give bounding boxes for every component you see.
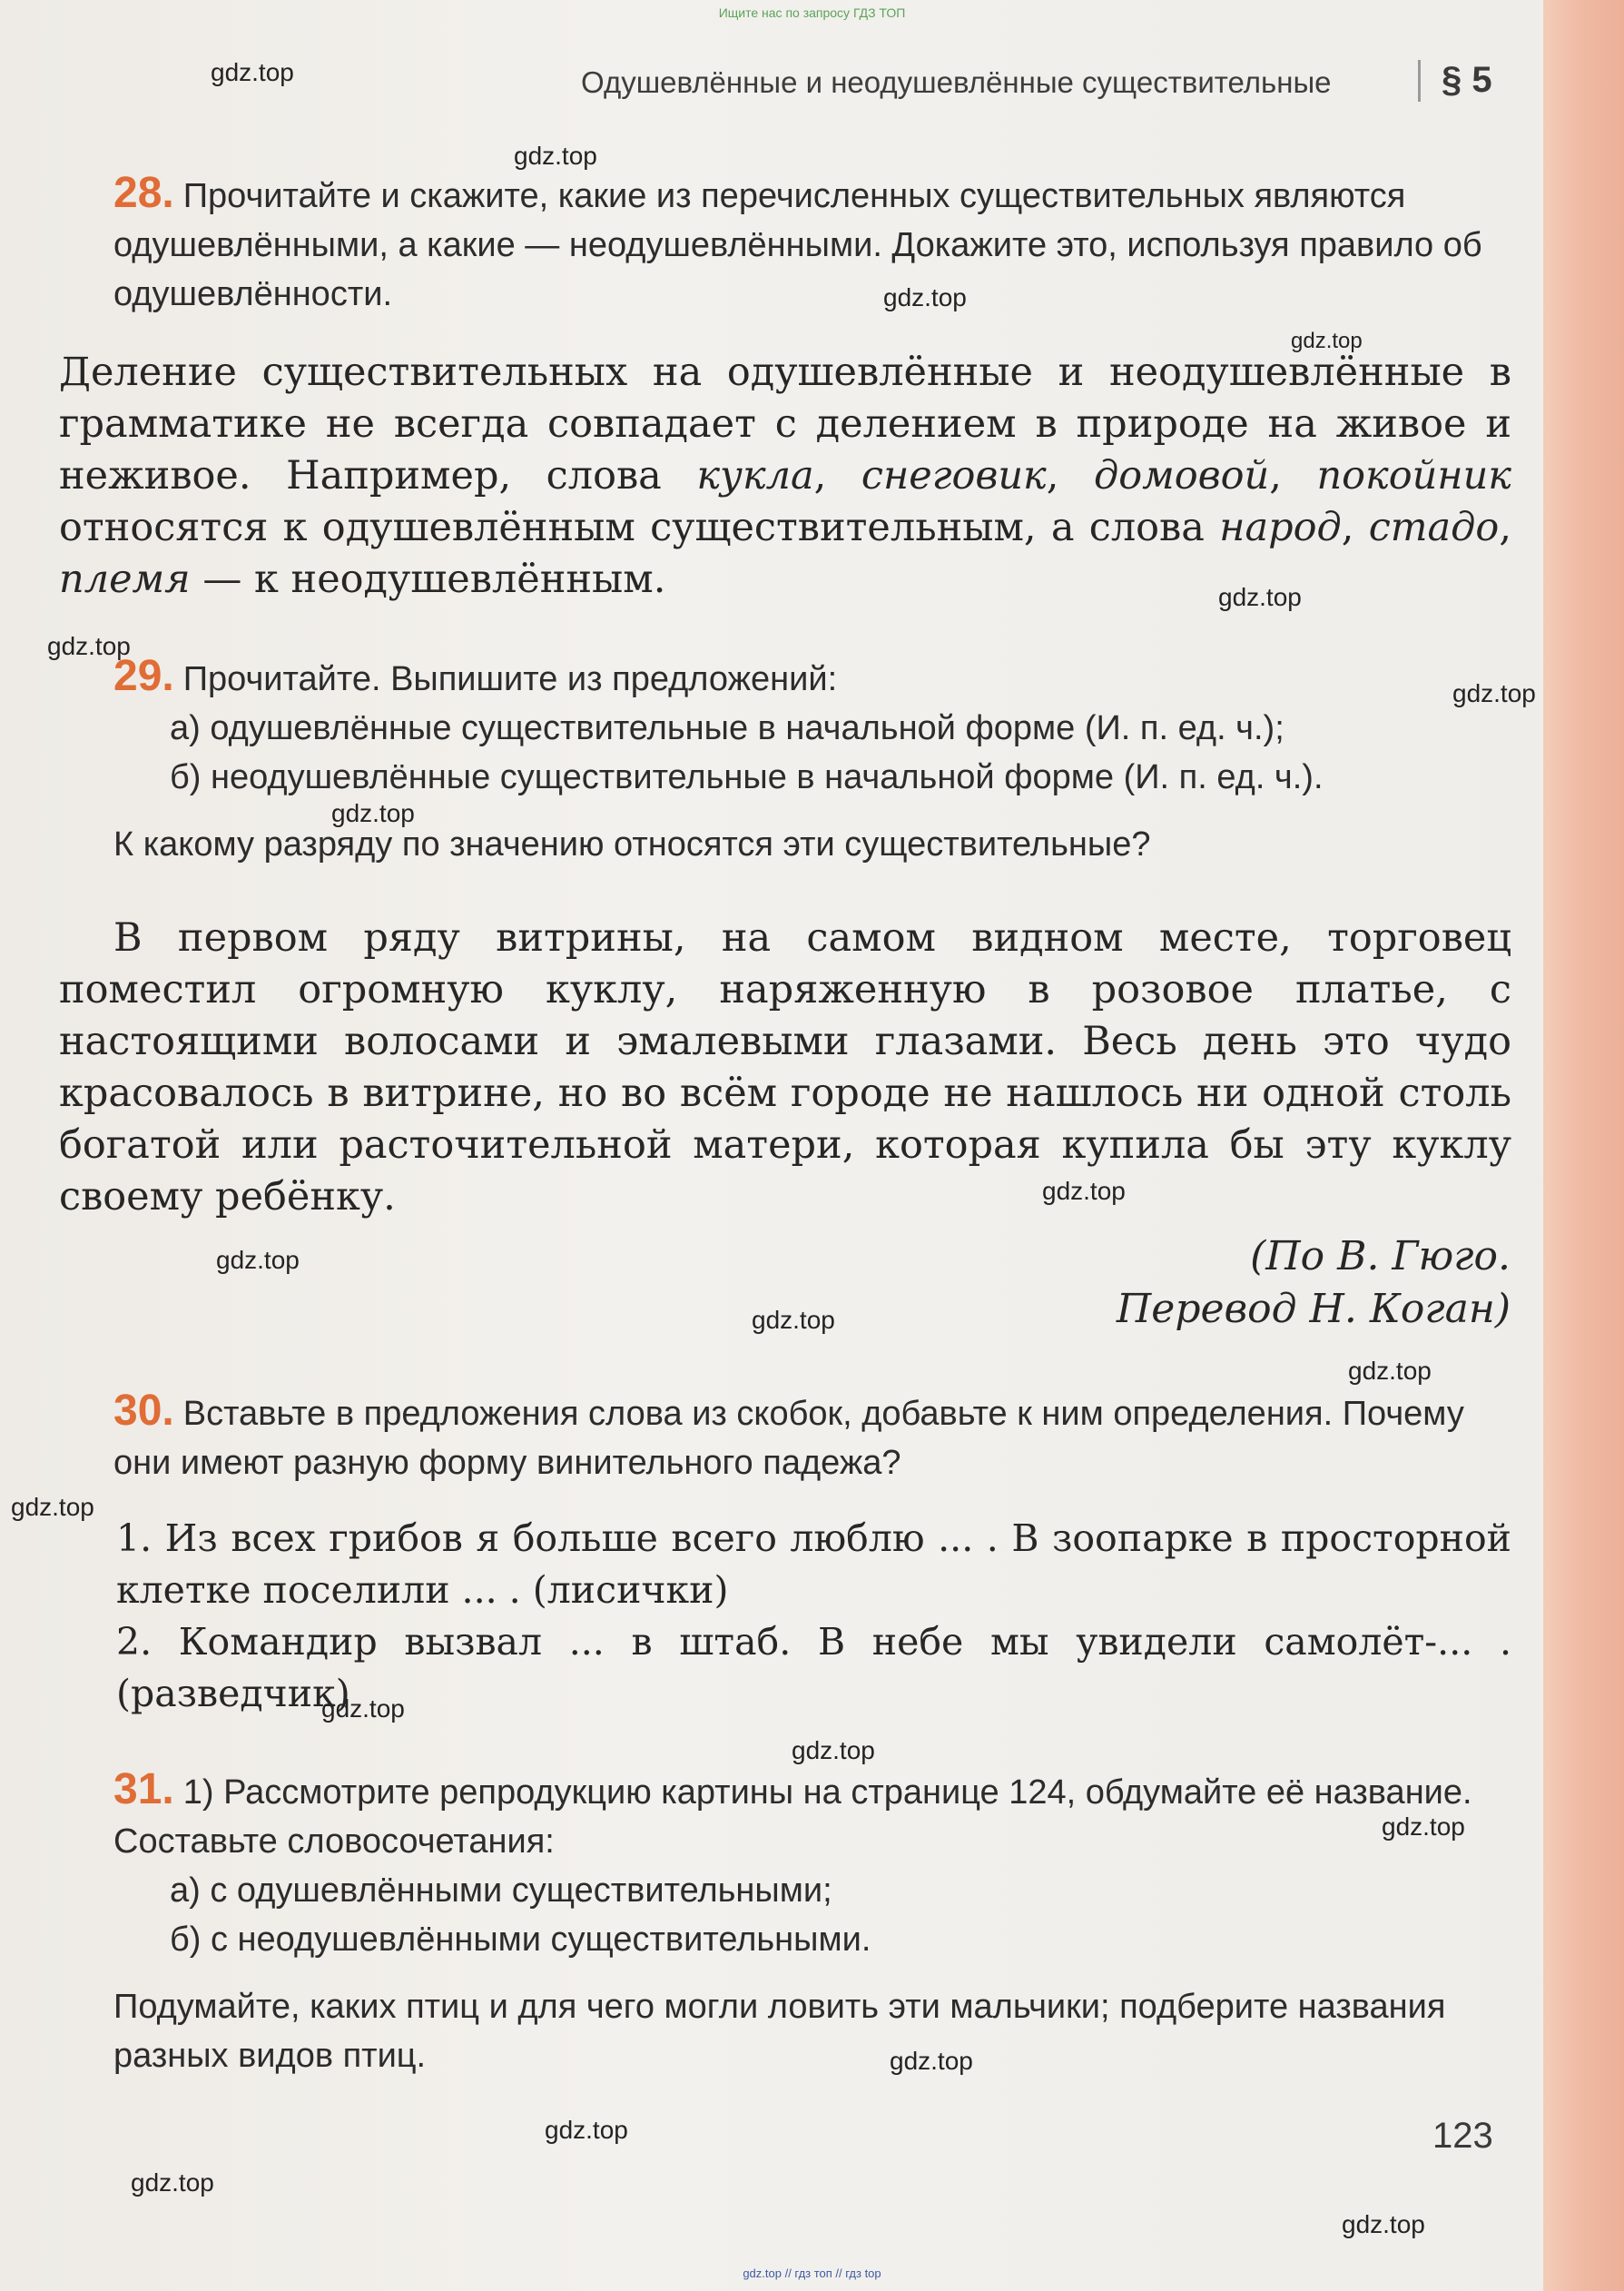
watermark: gdz.top — [514, 142, 597, 170]
watermark: gdz.top — [47, 632, 131, 660]
watermark: gdz.top — [1291, 329, 1363, 353]
exercise-29 — [113, 652, 1511, 869]
exercise-30 — [113, 1387, 1511, 1487]
example-word: кукла — [696, 453, 814, 499]
example-word: племя — [59, 557, 191, 602]
top-note[interactable]: Ищите нас по запросу ГДЗ ТОП — [718, 5, 906, 20]
rule-text: относятся к одушевлённым существительным, а слова — [59, 505, 1220, 550]
rule-text: Деление существительных на одушевлённые и неодушевлённые в грамматике не всегда совпадает с делением в природе на живое и неживое. Например, слова — [59, 350, 1511, 499]
exercise-number: 30. — [113, 1387, 174, 1435]
header-title: Одушевлённые и неодушевлённые существительные — [581, 65, 1332, 99]
watermark: gdz.top — [211, 58, 294, 86]
subtask-a: а) с одушевлёнными существительными; — [170, 1871, 832, 1910]
watermark: gdz.top — [1218, 583, 1302, 611]
watermark: gdz.top — [545, 2116, 628, 2144]
rule-comma: , — [1046, 453, 1094, 499]
watermark: gdz.top — [1042, 1177, 1126, 1205]
watermark: gdz.top — [792, 1736, 875, 1764]
subtask-a: а) одушевлённые существительные в начальной форме (И. п. ед. ч.); — [170, 709, 1284, 747]
example-word: народ — [1219, 505, 1342, 550]
watermark: gdz.top — [890, 2047, 973, 2075]
sentence-1: 1. Из всех грибов я больше всего люблю ... . В зоопарке в просторной клетке поселили ... . (лисички) — [116, 1516, 1511, 1612]
watermark: gdz.top — [331, 799, 415, 827]
rule-text: — к неодушевлённым. — [190, 557, 666, 602]
exercise-intro — [113, 652, 1511, 704]
watermark: gdz.top — [883, 283, 967, 311]
header-divider — [1418, 60, 1421, 102]
watermark: gdz.top — [321, 1694, 405, 1723]
watermark: gdz.top — [1452, 679, 1536, 707]
watermark: gdz.top — [1348, 1357, 1432, 1385]
paragraph-number: § 5 — [1442, 60, 1492, 100]
rule-comma: , — [1341, 505, 1369, 550]
rule-comma: , — [813, 453, 861, 499]
passage-attribution — [1117, 1230, 1511, 1336]
exercise-text: Прочитайте. Выпишите из предложений: — [182, 660, 838, 698]
rule-block — [59, 347, 1511, 606]
example-word: снеговик — [861, 453, 1047, 499]
sentence-2: 2. Командир вызвал ... в штаб. В небе мы увидели самолёт-... . (разведчик) — [116, 1620, 1511, 1715]
watermark: gdz.top — [1382, 1812, 1465, 1841]
rule-comma: , — [1499, 505, 1511, 550]
running-header — [581, 60, 1511, 105]
example-word: покойник — [1316, 453, 1511, 499]
bottom-note[interactable]: gdz.top // гдз топ // гдз top — [743, 2266, 881, 2280]
exercise-question: К какому разряду по значению относятся эти существительные? — [113, 825, 1151, 864]
exercise-text: Прочитайте и скажите, какие из перечисленных существительных являются одушевлёнными, а какие — неодушевлёнными. Докажите это, используя правило об одушевлённости. — [113, 177, 1482, 313]
page-edge — [1543, 0, 1624, 2291]
exercise-number: 28. — [113, 169, 174, 217]
exercise-text: Вставьте в предложения слова из скобок, добавьте к ним определения. Почему они имеют разную форму винительного падежа? — [113, 1395, 1464, 1482]
page-number: 123 — [1432, 2116, 1493, 2156]
subtask-b: б) неодушевлённые существительные в начальной форме (И. п. ед. ч.). — [170, 758, 1324, 796]
attribution-line: (По В. Гюго. — [1250, 1233, 1511, 1279]
watermark: gdz.top — [131, 2168, 214, 2197]
watermark: gdz.top — [216, 1246, 300, 1274]
example-word: стадо — [1368, 505, 1500, 550]
subtask-b: б) с неодушевлёнными существительными. — [170, 1921, 871, 1959]
exercise-text: 1) Рассмотрите репродукцию картины на странице 124, обдумайте её название. Составьте словосочетания: — [113, 1773, 1472, 1861]
watermark: gdz.top — [752, 1306, 835, 1334]
exercise-task: Подумайте, каких птиц и для чего могли ловить эти мальчики; подберите названия разных видов птиц. — [113, 1988, 1446, 2075]
exercise-number: 31. — [113, 1765, 174, 1813]
watermark: gdz.top — [11, 1493, 94, 1521]
attribution-line: Перевод Н. Коган) — [1116, 1286, 1511, 1332]
reading-passage: В первом ряду витрины, на самом видном месте, торговец поместил огромную куклу, наряженную в розовое платье, с настоящими волосами и эмалевыми глазами. Весь день это чудо красовалось в витрине, но во всём городе не нашлось ни одной столь богатой или расточительной матери, которая купила бы эту куклу своему ребёнку. — [59, 915, 1511, 1220]
watermark: gdz.top — [1342, 2210, 1425, 2238]
exercise-28 — [113, 169, 1511, 319]
exercise-intro — [113, 1765, 1511, 1866]
rule-comma: , — [1269, 453, 1317, 499]
exercise-number: 29. — [113, 652, 174, 700]
exercise-31 — [113, 1765, 1511, 2080]
example-word: домовой — [1093, 453, 1270, 499]
